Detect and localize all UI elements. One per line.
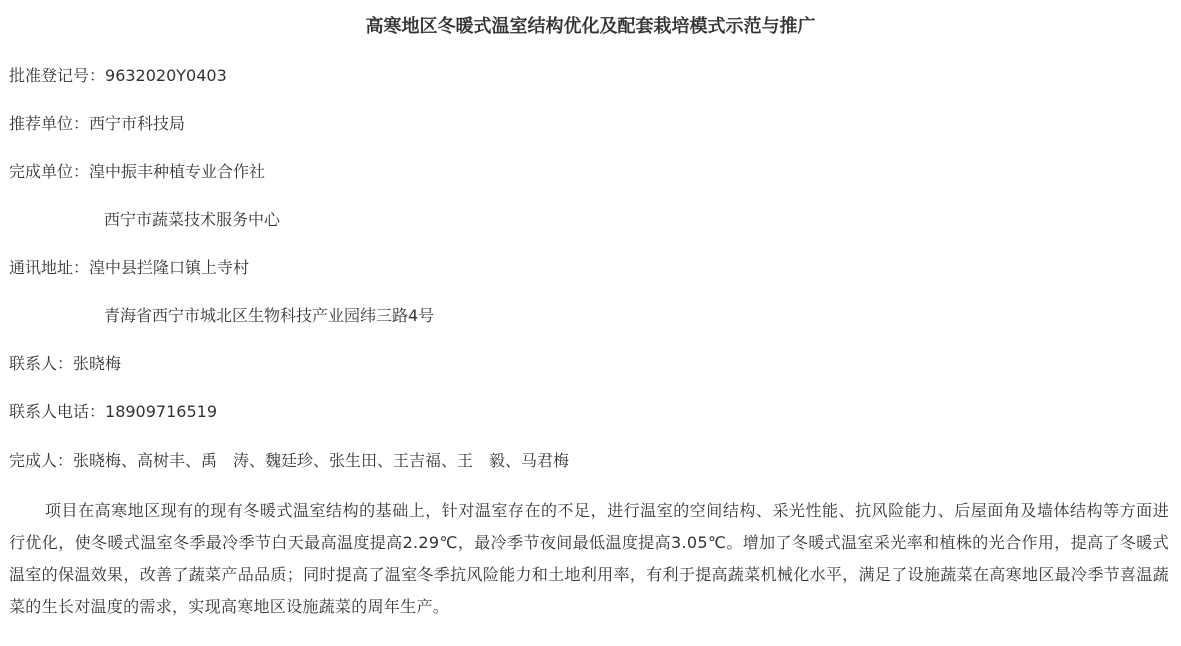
contact-person-value: 张晓梅 xyxy=(73,354,122,373)
completers-value: 张晓梅、高树丰、禹 涛、魏廷珍、张生田、王吉福、王 毅、马君梅 xyxy=(73,451,570,470)
completing-unit-value-2: 西宁市蔬菜技术服务中心 xyxy=(104,210,281,229)
completing-unit-label: 完成单位： xyxy=(9,162,90,181)
mailing-address-row xyxy=(9,256,249,280)
recommending-unit-label: 推荐单位： xyxy=(9,114,90,133)
project-summary: 项目在高寒地区现有的现有冬暖式温室结构的基础上，针对温室存在的不足，进行温室的空间结构、采光性能、抗风险能力、后屋面角及墙体结构等方面进行优化，使冬暖式温室冬季最冷季节白天最高温度提高2.29℃，最冷季节夜间最低温度提高3.05℃。增加了冬暖式温室采光率和植株的光合作用，提高了冬暖式温室的保温效果，改善了蔬菜产品品质；同时提高了温室冬季抗风险能力和土地利用率，有利于提高蔬菜机械化水平，满足了设施蔬菜在高寒地区最冷季节喜温蔬菜的生长对温度的需求，实现高寒地区设施蔬菜的周年生产。 xyxy=(9,501,1169,616)
completing-unit-value-1: 湟中振丰种植专业合作社 xyxy=(89,162,266,181)
approval-number-row xyxy=(9,64,227,88)
mailing-address-value-1: 湟中县拦隆口镇上寺村 xyxy=(89,258,250,277)
recommending-unit-value: 西宁市科技局 xyxy=(89,114,186,133)
completing-unit-row-2 xyxy=(104,208,280,232)
contact-phone-label: 联系人电话： xyxy=(9,402,106,421)
mailing-address-label: 通讯地址： xyxy=(9,258,90,277)
document-title: 高寒地区冬暖式温室结构优化及配套栽培模式示范与推广 xyxy=(365,16,816,37)
contact-person-row xyxy=(9,352,121,376)
approval-number-value: 9632020Y0403 xyxy=(105,66,227,85)
completing-unit-row xyxy=(9,160,265,184)
recommending-unit-row xyxy=(9,112,185,136)
mailing-address-row-2 xyxy=(104,304,434,328)
contact-person-label: 联系人： xyxy=(9,354,74,373)
completers-label: 完成人： xyxy=(9,451,74,470)
contact-phone-row xyxy=(9,400,217,424)
contact-phone-value: 18909716519 xyxy=(105,402,217,421)
mailing-address-value-2: 青海省西宁市城北区生物科技产业园纬三路4号 xyxy=(104,306,435,325)
approval-number-label: 批准登记号： xyxy=(9,66,106,85)
completers-row xyxy=(9,449,569,473)
